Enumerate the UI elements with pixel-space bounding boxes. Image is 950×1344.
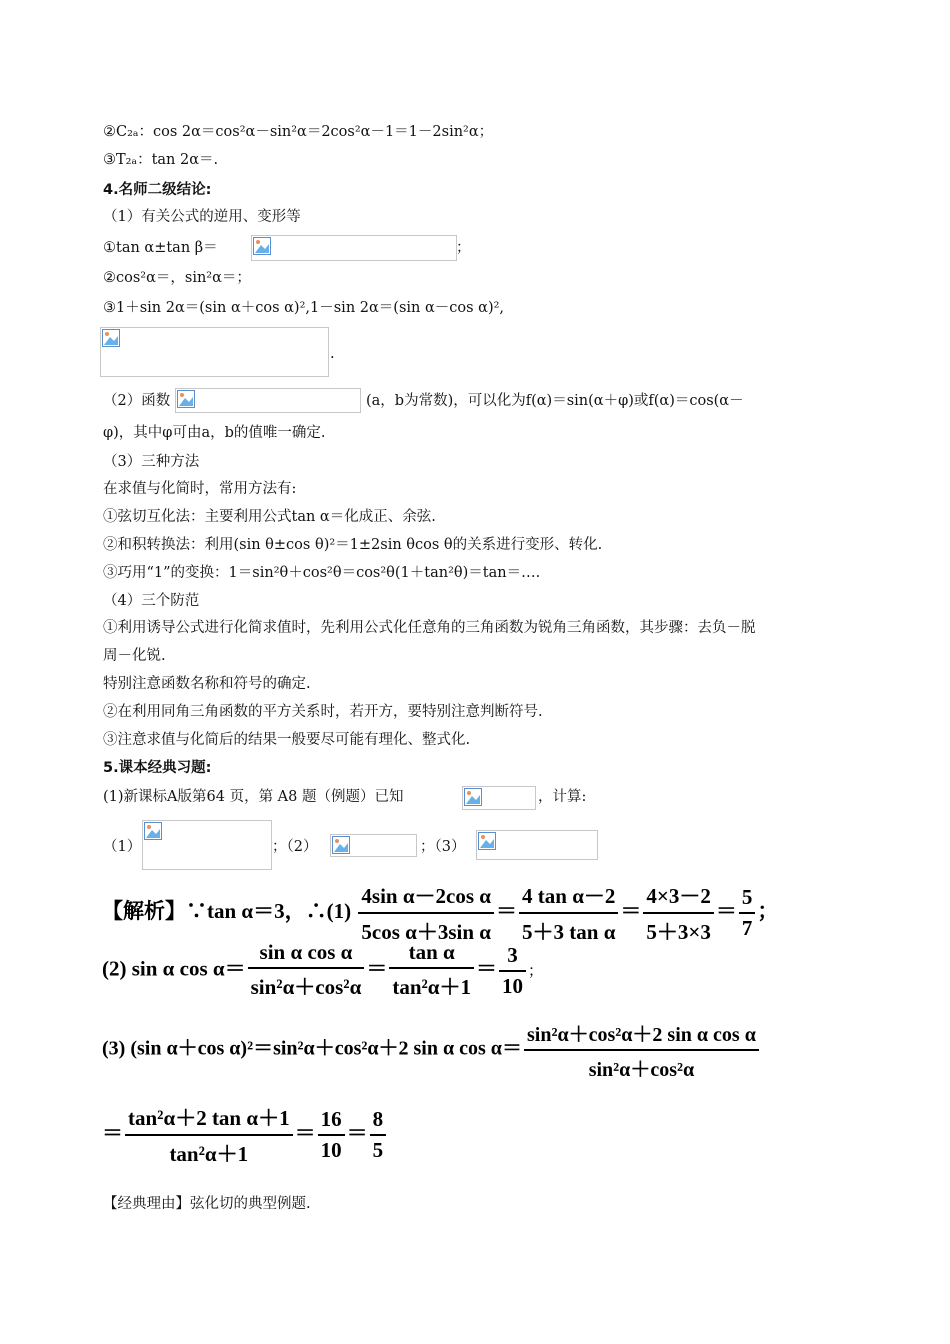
sub-question-1-label: （1） (103, 839, 142, 855)
method-3: ③巧用“1”的变换：1＝sin²θ＋cos²θ＝cos²θ(1＋tan²θ)＝tan＝…. (103, 565, 541, 581)
fraction: $\frac{\text{tan²α＋2 tan α＋1}}{\text{tan²α＋1}}$ (125, 1102, 293, 1168)
broken-image-icon (177, 390, 195, 408)
sub-question-3-label: ；（3） (420, 839, 466, 855)
fraction: $\frac{\text{sin²α＋cos²α＋2 sin α cos α}}{\text{sin²α＋cos²α}}$ (524, 1018, 759, 1082)
formula-cos-sq: ②cos²α＝，sin²α＝； (103, 270, 251, 286)
broken-image-icon (332, 836, 350, 854)
exercise-prompt-end: ，计算: (538, 789, 587, 805)
formula-t2a: ③T₂ₐ：tan 2α＝. (103, 152, 219, 168)
solution-step-2: (2) sin α cos α＝ $\frac{\text{sin α cos α}}{\text{sin²α＋cos²α}}$ ＝ $\frac{\text{tan α}}{\text{tan²α＋1}}$ ＝ $\frac{3}{10}$ ； (102, 940, 544, 999)
section-heading-5: 5.课本经典习题: (103, 760, 212, 776)
broken-image-icon (253, 237, 271, 255)
broken-image-icon (478, 832, 496, 850)
formula-image-2 (100, 327, 329, 377)
sub-question-2-label: ；（2） (272, 839, 318, 855)
formula-end-semicolon: ； (456, 240, 471, 256)
formula-one-plus-sin: ③1＋sin 2α＝(sin α＋cos α)²,1－sin 2α＝(sin α－cos α)², (103, 300, 505, 316)
methods-intro: 在求值与化简时，常用方法有: (103, 481, 297, 497)
fraction: $\frac{16}{10}$ (318, 1107, 345, 1163)
fraction: $\frac{5}{7}$ (739, 885, 756, 941)
fraction: $\frac{4\times 3-2}{5+3\times 3}$ (643, 880, 713, 946)
fraction: $\frac{3}{10}$ (499, 943, 526, 999)
formula-image-q2 (330, 834, 417, 857)
subsection-4: （4）三个防范 (103, 593, 200, 609)
subsection-3: （3）三种方法 (103, 454, 200, 470)
formula-tan-sum: ①tan α±tan β＝ (103, 240, 218, 256)
method-2: ②和积转换法：利用(sin θ±cos θ)²＝1±2sin θcos θ的关系进行变形、转化. (103, 537, 603, 553)
subsection-2-lead: （2）函数 (103, 393, 171, 409)
solution-step-4: ＝ $\frac{\text{tan²α＋2 tan α＋1}}{\text{tan²α＋1}}$ ＝ $\frac{16}{10}$ ＝ $\frac{8}{5}$ (102, 1102, 388, 1168)
formula-end-period: . (330, 346, 335, 362)
caution-1-cont: 周－化锐. (103, 648, 166, 664)
formula-image-given (462, 786, 536, 810)
fraction: $\frac{\text{4 tan α－2}}{\text{5＋3 tan α}}$ (519, 880, 618, 946)
method-1: ①弦切互化法：主要利用公式tan α＝化成正、余弦. (103, 509, 436, 525)
formula-image-q3 (476, 830, 598, 860)
caution-1-note: 特别注意函数名称和符号的确定. (103, 676, 311, 692)
formula-image-q1 (142, 820, 272, 870)
exercise-prompt: (1)新课标A版第64 页，第 A8 题（例题）已知 (103, 789, 404, 805)
solution-step-1: 【解析】∵tan α＝3，∴(1) $\frac{\text{4sin α－2cos α}}{\text{5cos α＋3sin α}}$ ＝ $\frac{\text{4 tan α－2}}{\text{5＋3 tan α}}$ ＝ $\frac{4\times 3-2}{5+3\times 3}$ ＝ $\frac{5}{7}$ ； (102, 880, 778, 946)
broken-image-icon (144, 822, 162, 840)
formula-image-1 (251, 235, 457, 261)
subsection-2-cont: φ)，其中φ可由a，b的值唯一确定. (103, 425, 326, 441)
broken-image-icon (102, 329, 120, 347)
formula-image-3 (175, 388, 361, 413)
fraction: $\frac{\text{tan α}}{\text{tan²α＋1}}$ (389, 940, 474, 1001)
subsection-2-text: (a，b为常数)，可以化为f(α)＝sin(α＋φ)或f(α)＝cos(α－ (366, 393, 744, 409)
fraction: $\frac{\text{sin α cos α}}{\text{sin²α＋cos²α}}$ (248, 940, 365, 1001)
formula-c2a: ②C₂ₐ：cos 2α＝cos²α－sin²α＝2cos²α－1＝1－2sin²α； (103, 124, 494, 140)
solution-step-3: (3) (sin α＋cos α)²＝sin²α＋cos²α＋2 sin α cos α＝ $\frac{\text{sin²α＋cos²α＋2 sin α cos α}}{\text{sin²α＋cos²α}}$ (102, 1018, 761, 1082)
caution-3: ③注意求值与化简后的结果一般要尽可能有理化、整式化. (103, 732, 471, 748)
caution-1: ①利用诱导公式进行化简求值时，先利用公式化任意角的三角函数为锐角三角函数，其步骤：去负－脱 (103, 620, 756, 636)
section-heading-4: 4.名师二级结论: (103, 182, 212, 198)
fraction: $\frac{\text{4sin α－2cos α}}{\text{5cos α＋3sin α}}$ (358, 880, 494, 946)
classic-reason: 【经典理由】弦化切的典型例题. (103, 1196, 311, 1212)
subsection-1: （1）有关公式的逆用、变形等 (103, 209, 301, 225)
broken-image-icon (464, 788, 482, 806)
solution-lead: 【解析】∵tan α＝3，∴(1) (102, 898, 352, 923)
caution-2: ②在利用同角三角函数的平方关系时，若开方，要特别注意判断符号. (103, 704, 543, 720)
fraction: $\frac{8}{5}$ (370, 1107, 387, 1163)
